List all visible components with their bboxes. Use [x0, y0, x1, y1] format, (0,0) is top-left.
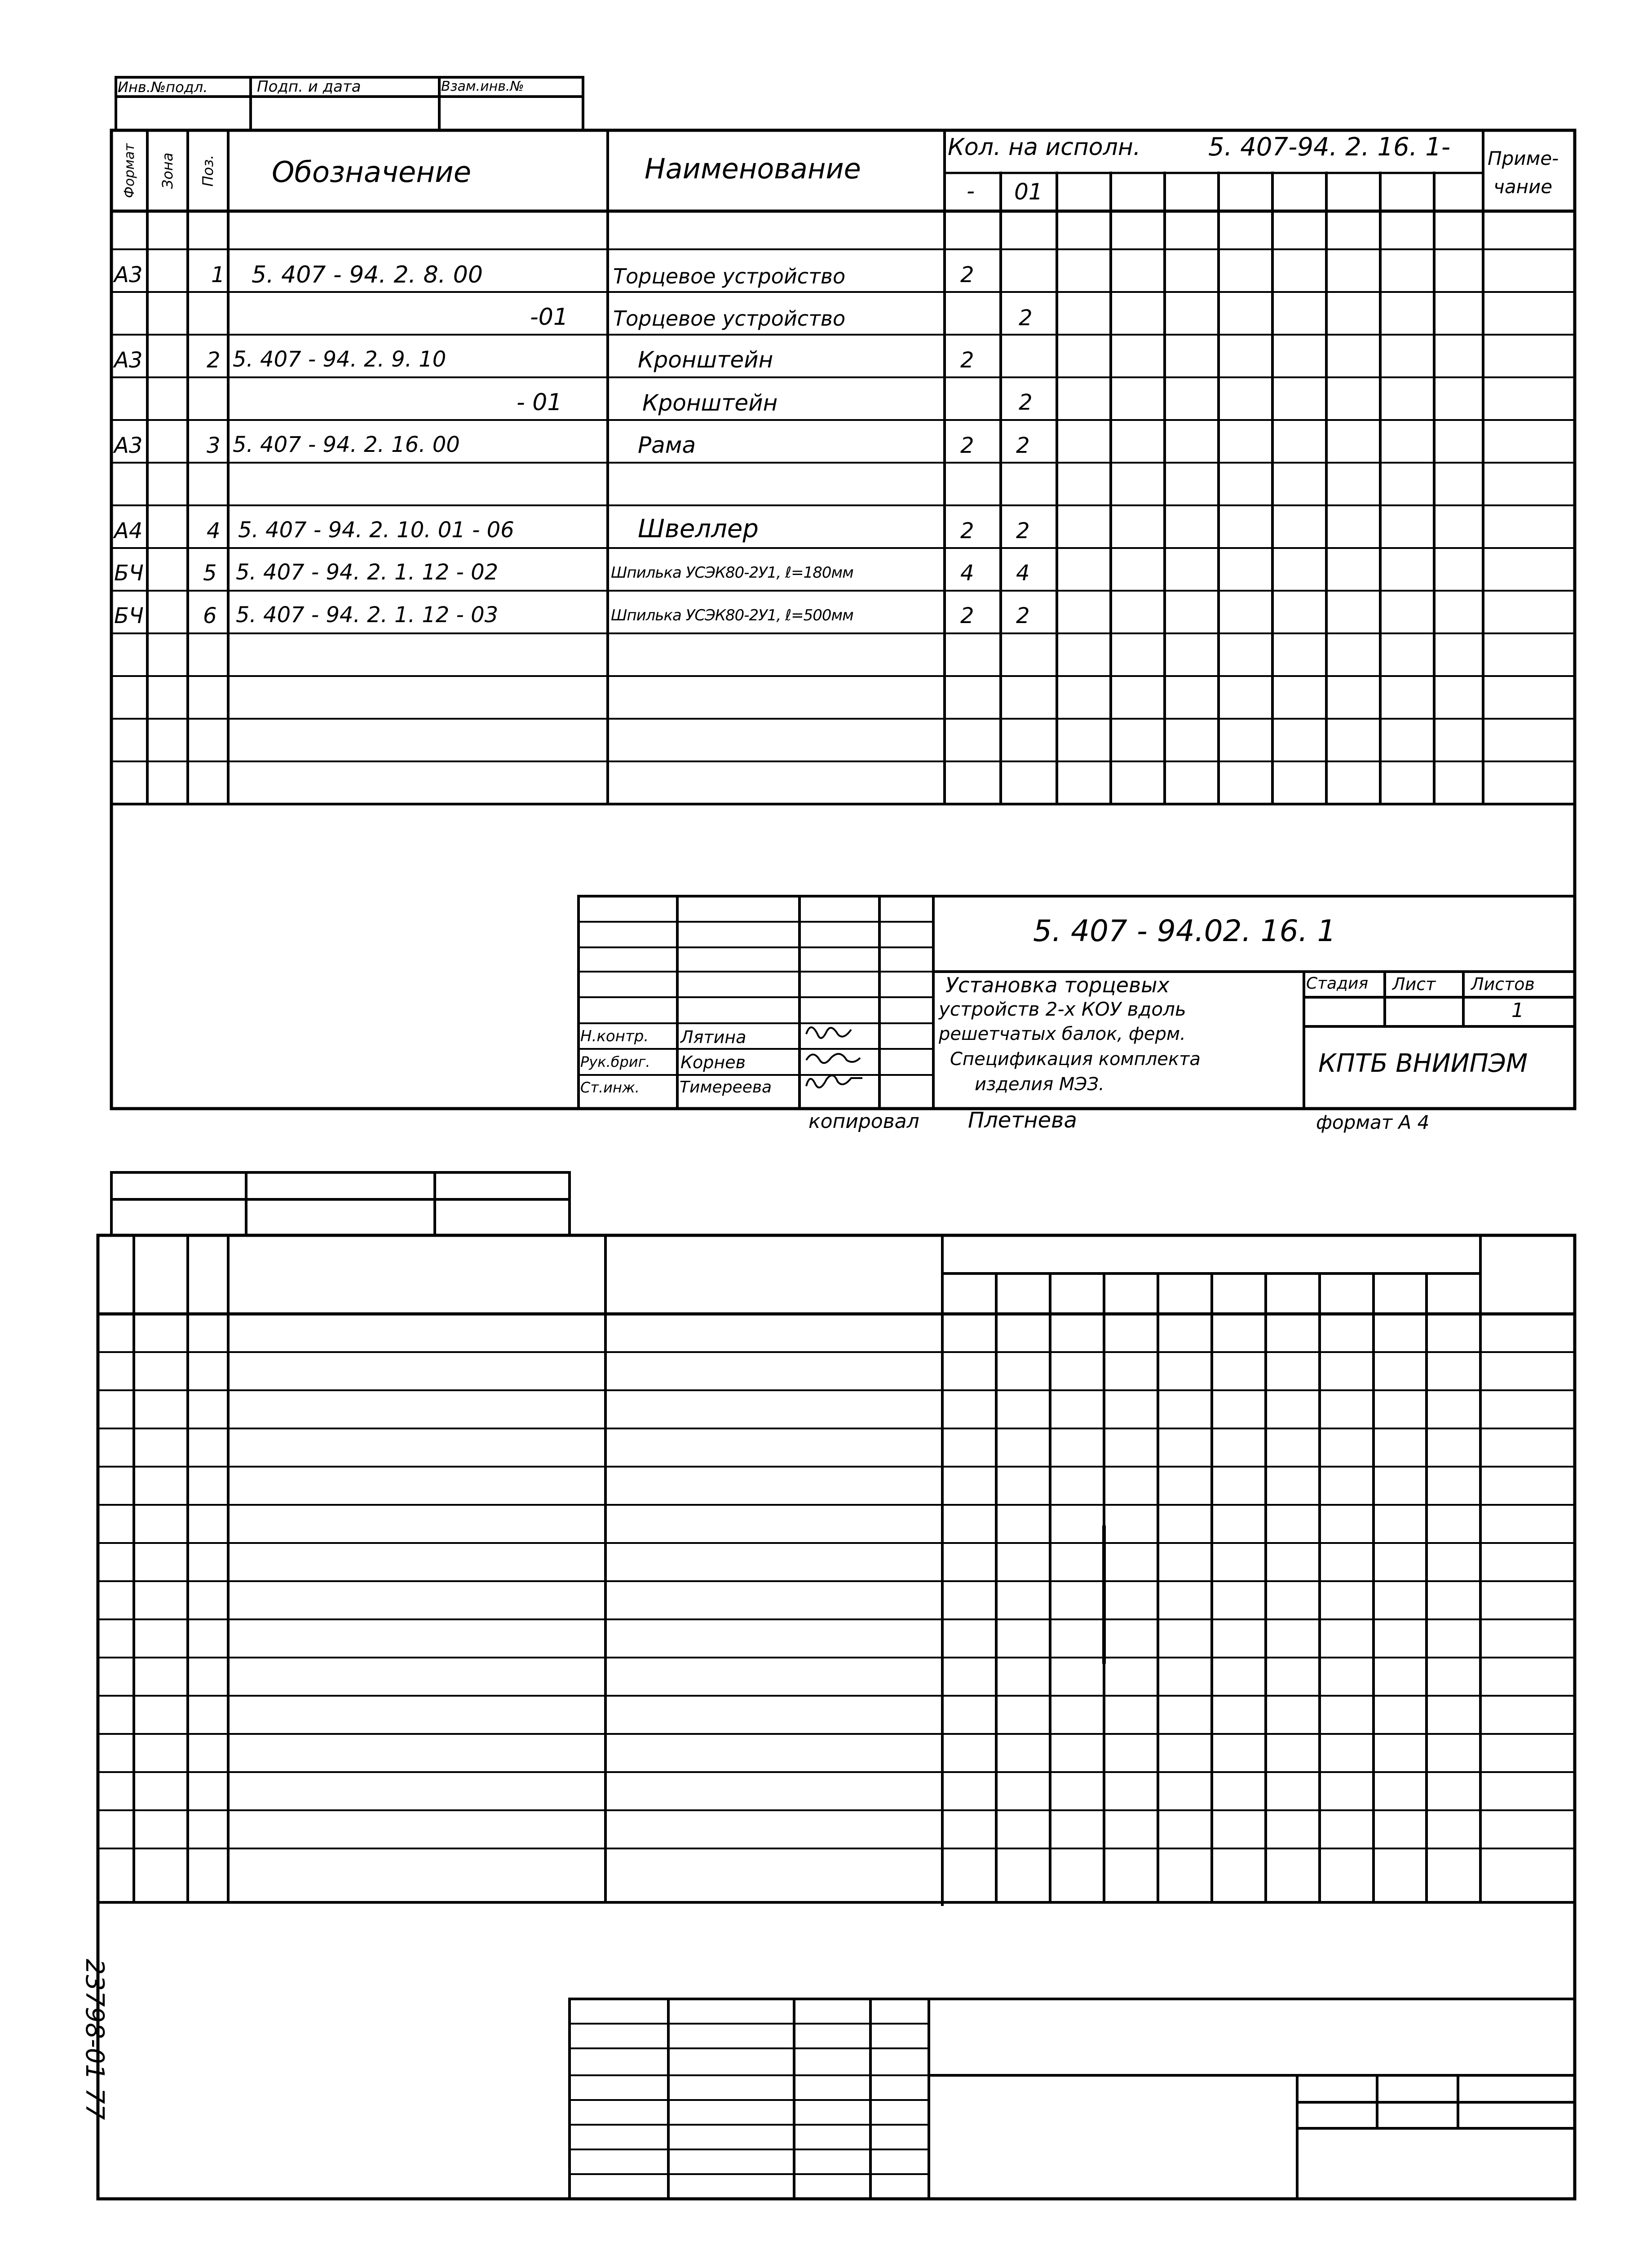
row-8-designation: 5. 407 - 94. 2. 1. 12 - 02 — [236, 560, 499, 585]
row-7-name: Швеллер — [638, 514, 759, 544]
row-7-designation: 5. 407 - 94. 2. 10. 01 - 06 — [238, 517, 514, 543]
role-1: Н.контр. — [580, 1027, 649, 1045]
title-line-2: устройств 2-х КОУ вдоль — [939, 998, 1186, 1020]
title-line-4: Спецификация комплекта — [950, 1049, 1201, 1070]
row-5-poz: 3 — [207, 433, 221, 458]
row-9-name: Шпилька УСЭК80-2У1, ℓ=500мм — [611, 606, 853, 624]
row-8-qty-base: 4 — [960, 561, 974, 586]
row-8-name: Шпилька УСЭК80-2У1, ℓ=180мм — [611, 564, 853, 582]
person-2: Корнев — [680, 1052, 746, 1072]
row-8-poz: 5 — [203, 561, 217, 586]
header-kol-na-ispoln: Кол. на исполн. — [948, 134, 1141, 161]
row-3-qty-base: 2 — [960, 348, 974, 373]
header-primechanie-2: чание — [1493, 176, 1553, 198]
blank-form-lines — [98, 1172, 1575, 2199]
row-3-name: Кронштейн — [638, 347, 773, 373]
row-1-qty-base: 2 — [960, 262, 974, 287]
signatures — [806, 1027, 862, 1088]
row-1-poz: 1 — [211, 262, 225, 287]
row-5-designation: 5. 407 - 94. 2. 16. 00 — [233, 432, 460, 457]
role-3: Ст.инж. — [580, 1079, 640, 1096]
row-5-qty-01: 2 — [1016, 433, 1030, 458]
row-2-designation: -01 — [530, 304, 568, 331]
listov-value: 1 — [1511, 999, 1524, 1022]
signature-st-inzh — [806, 1075, 862, 1088]
copied-label: копировал — [808, 1110, 919, 1133]
row-3-designation: 5. 407 - 94. 2. 9. 10 — [233, 347, 446, 372]
title-line-5: изделия МЭЗ. — [975, 1074, 1104, 1095]
row-8-format: БЧ — [114, 561, 144, 586]
title-line-1: Установка торцевых — [945, 973, 1170, 997]
stamp-podp-data: Подп. и дата — [257, 78, 361, 96]
signature-nkontr — [806, 1027, 851, 1038]
row-9-format: БЧ — [114, 603, 144, 628]
header-format: Формат — [122, 143, 137, 198]
row-4-designation: - 01 — [517, 389, 562, 416]
header-zona: Зона — [159, 152, 176, 189]
title-line-3: решетчатых балок, ферм. — [939, 1024, 1186, 1044]
row-3-format: А3 — [114, 348, 143, 373]
stamp-vzam-inv: Взам.инв.№ — [441, 79, 524, 94]
signature-ruk-brig — [806, 1054, 860, 1063]
row-1-name: Торцевое устройство — [613, 264, 846, 288]
header-naimenovanie: Наименование — [645, 152, 861, 185]
doc-code: 5. 407 - 94.02. 16. 1 — [1033, 914, 1336, 948]
row-1-designation: 5. 407 - 94. 2. 8. 00 — [252, 261, 483, 288]
header-col-01: 01 — [1014, 179, 1043, 205]
row-8-qty-01: 4 — [1016, 561, 1030, 586]
role-2: Рук.бриг. — [580, 1053, 650, 1070]
row-9-qty-01: 2 — [1016, 603, 1030, 628]
row-7-qty-01: 2 — [1016, 518, 1030, 544]
row-7-qty-base: 2 — [960, 518, 974, 544]
person-3: Тимереева — [680, 1078, 772, 1096]
row-4-qty-01: 2 — [1019, 390, 1033, 415]
row-3-poz: 2 — [207, 348, 221, 373]
org-name: КПТБ ВНИИПЭМ — [1318, 1049, 1528, 1078]
header-oboznachenie: Обозначение — [272, 156, 472, 189]
row-9-designation: 5. 407 - 94. 2. 1. 12 - 03 — [236, 602, 499, 628]
row-5-qty-base: 2 — [960, 433, 974, 458]
label-list: Лист — [1392, 974, 1436, 994]
header-poz: Поз. — [199, 155, 216, 187]
format-label: формат А 4 — [1316, 1111, 1430, 1133]
side-number: 23798-01 77 — [80, 1959, 109, 2120]
header-col-dash: - — [967, 178, 975, 204]
row-5-format: А3 — [114, 433, 143, 458]
person-1: Лятина — [680, 1027, 746, 1047]
stamp-inv-podl: Инв.№подл. — [118, 79, 208, 96]
copied-name: Плетнева — [968, 1108, 1077, 1133]
header-primechanie-1: Приме- — [1488, 147, 1559, 169]
row-9-poz: 6 — [203, 603, 217, 628]
row-2-name: Торцевое устройство — [613, 306, 846, 331]
label-listov: Листов — [1471, 974, 1535, 994]
row-5-name: Рама — [638, 432, 696, 458]
label-stadiya: Стадия — [1306, 974, 1369, 993]
row-1-format: А3 — [114, 262, 143, 287]
row-9-qty-base: 2 — [960, 603, 974, 628]
row-7-poz: 4 — [207, 518, 221, 544]
row-4-name: Кронштейн — [642, 390, 778, 416]
header-ispoln-code: 5. 407-94. 2. 16. 1- — [1208, 133, 1451, 162]
row-2-qty-01: 2 — [1019, 305, 1033, 331]
row-7-format: А4 — [114, 518, 143, 544]
